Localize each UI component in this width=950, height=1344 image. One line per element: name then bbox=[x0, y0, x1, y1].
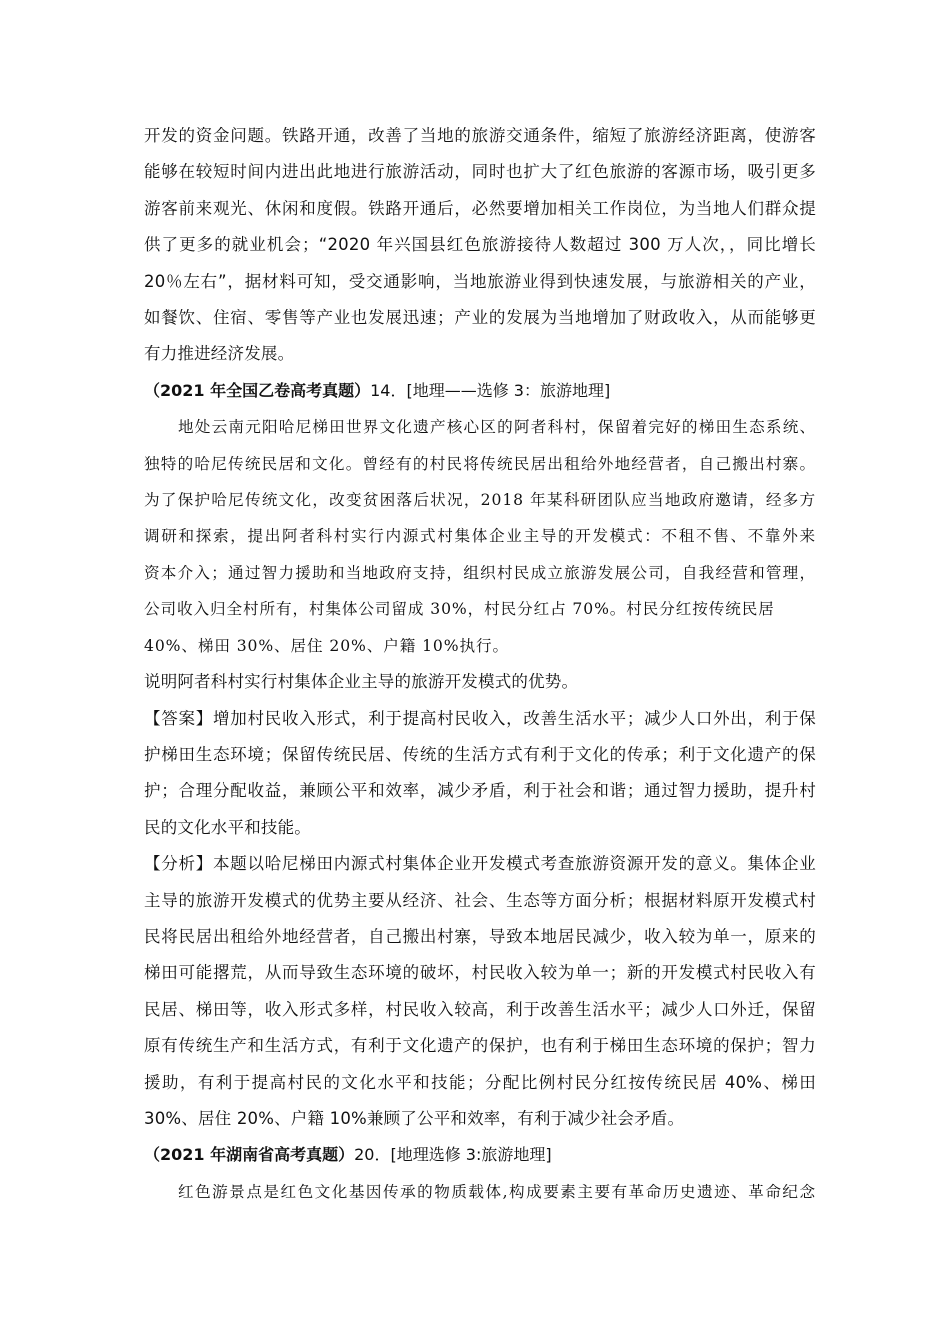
text-line: 地处云南元阳哈尼梯田世界文化遗产核心区的阿者科村，保留着完好的梯田生态系统、 bbox=[178, 418, 816, 437]
text-line: 红色游景点是红色文化基因传承的物质载体,构成要素主要有革命历史遗迹、革命纪念 bbox=[178, 1182, 816, 1201]
text-line: 如餐饮、住宿、零售等产业也发展迅速；产业的发展为当地增加了财政收入，从而能够更 bbox=[144, 308, 816, 328]
question-14-material bbox=[144, 409, 816, 664]
text-line: 【答案】增加村民收入形式，利于提高村民收入，改善生活水平；减少人口外出，利于保 bbox=[144, 708, 816, 728]
text-line: 开发的资金问题。铁路开通，改善了当地的旅游交通条件，缩短了旅游经济距离，使游客 bbox=[144, 126, 816, 145]
text-line: 资本介入；通过智力援助和当地政府支持，组织村民成立旅游发展公司，自我经营和管理， bbox=[144, 563, 816, 582]
text-line: 有力推进经济发展。 bbox=[144, 344, 295, 364]
text-line: 游客前来观光、休闲和度假。铁路开通后，必然要增加相关工作岗位，为当地人们群众提 bbox=[144, 198, 816, 218]
text-line: 主导的旅游开发模式的优势主要从经济、社会、生态等方面分析；根据材料原开发模式村 bbox=[144, 890, 816, 910]
document-page bbox=[144, 118, 816, 1210]
text-line: 30%、居住 20%、户籍 10%兼顾了公平和效率，有利于减少社会矛盾。 bbox=[144, 1108, 685, 1128]
question-14-source: （2021 年全国乙卷高考真题） bbox=[144, 380, 371, 400]
text-line: 公司收入归全村所有，村集体公司留成 30%，村民分红占 70%。村民分红按传统民居 bbox=[144, 600, 775, 619]
text-line: 梯田可能撂荒，从而导致生态环境的破坏，村民收入较为单一；新的开发模式村民收入有 bbox=[144, 963, 816, 983]
text-line: 独特的哈尼传统民居和文化。曾经有的村民将传统民居出租给外地经营者，自己搬出村寨。 bbox=[144, 454, 816, 473]
text-line: 援助，有利于提高村民的文化水平和技能；分配比例村民分红按传统民居 40%、梯田 bbox=[144, 1072, 816, 1092]
question-14-answer bbox=[144, 701, 816, 847]
question-14-prompt: 说明阿者科村实行村集体企业主导的旅游开发模式的优势。 bbox=[144, 672, 579, 692]
question-20-source: （2021 年湖南省高考真题） bbox=[144, 1145, 355, 1165]
question-20-heading bbox=[144, 1137, 816, 1173]
question-14-heading bbox=[144, 373, 816, 409]
text-line: 民的文化水平和技能。 bbox=[144, 817, 311, 837]
question-20-title: 20．[地理选修 3:旅游地理] bbox=[354, 1145, 552, 1165]
text-line: 民居、梯田等，收入形式多样，村民收入较高，利于改善生活水平；减少人口外迁，保留 bbox=[144, 999, 816, 1019]
text-line: 20％左右”，据材料可知，受交通影响，当地旅游业得到快速发展，与旅游相关的产业， bbox=[144, 271, 816, 291]
text-line: 护梯田生态环境；保留传统民居、传统的生活方式有利于文化的传承；利于文化遗产的保 bbox=[144, 744, 816, 764]
text-line: 原有传统生产和生活方式，有利于文化遗产的保护，也有利于梯田生态环境的保护；智力 bbox=[144, 1036, 816, 1056]
text-line: 【分析】本题以哈尼梯田内源式村集体企业开发模式考查旅游资源开发的意义。集体企业 bbox=[144, 854, 816, 874]
question-14-analysis bbox=[144, 846, 816, 1137]
question-20-material bbox=[144, 1174, 816, 1210]
text-line: 40%、梯田 30%、居住 20%、户籍 10%执行。 bbox=[144, 636, 509, 655]
question-14-title: 14．[地理——选修 3：旅游地理] bbox=[370, 380, 611, 400]
text-line: 护；合理分配收益，兼顾公平和效率，减少矛盾，利于社会和谐；通过智力援助，提升村 bbox=[144, 781, 816, 801]
intro-paragraph bbox=[144, 118, 816, 373]
text-line: 民将民居出租给外地经营者，自己搬出村寨，导致本地居民减少，收入较为单一，原来的 bbox=[144, 926, 816, 946]
text-line: 供了更多的就业机会；“2020 年兴国县红色旅游接待人数超过 300 万人次，，同比增长 bbox=[144, 235, 816, 255]
text-line: 调研和探索，提出阿者科村实行内源式村集体企业主导的开发模式：不租不售、不靠外来 bbox=[144, 527, 816, 546]
text-line: 为了保护哈尼传统文化，改变贫困落后状况，2018 年某科研团队应当地政府邀请，经多方 bbox=[144, 491, 816, 510]
text-line: 能够在较短时间内进出此地进行旅游活动，同时也扩大了红色旅游的客源市场，吸引更多 bbox=[144, 162, 816, 182]
